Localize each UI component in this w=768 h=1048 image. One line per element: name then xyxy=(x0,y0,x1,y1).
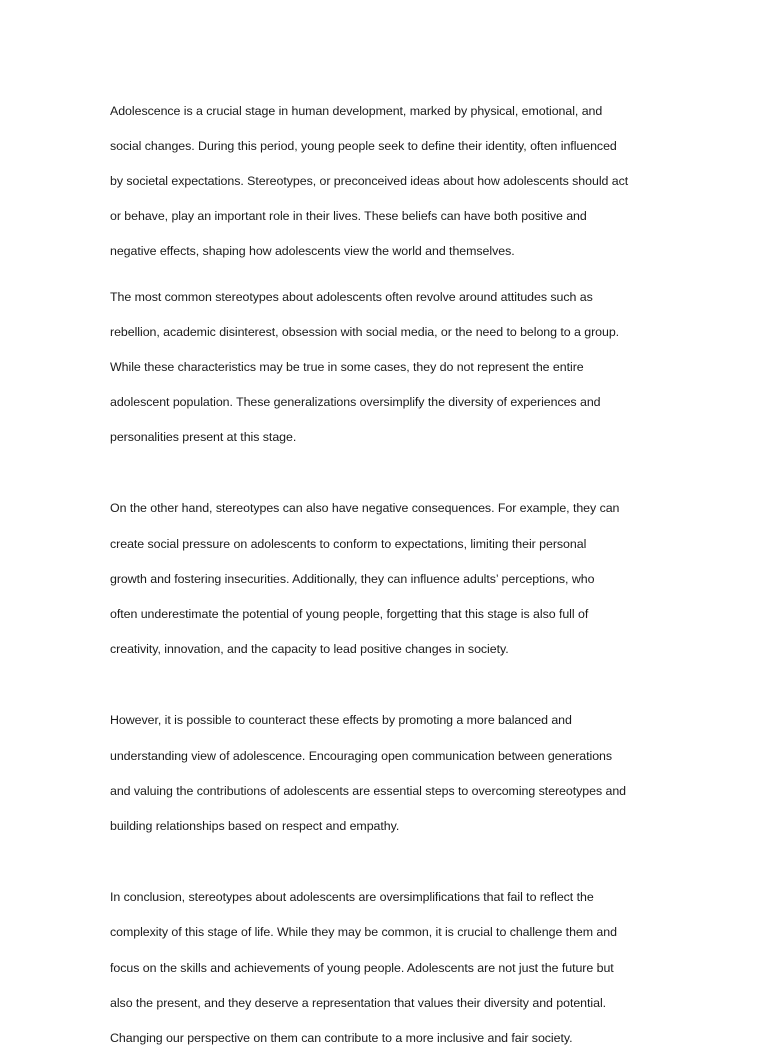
line: growth and fostering insecurities. Additionally, they can influence adults’ perceptions, who xyxy=(110,571,595,586)
paragraph-introduction xyxy=(110,85,662,261)
line: also the present, and they deserve a representation that values their diversity and potential. xyxy=(110,995,607,1010)
paragraph-spacer xyxy=(110,659,662,695)
paragraph-spacer xyxy=(110,447,662,483)
line: create social pressure on adolescents to conform to expectations, limiting their personal xyxy=(110,536,587,551)
line: often underestimate the potential of young people, forgetting that this stage is also full of xyxy=(110,607,589,622)
paragraph-negative-consequences xyxy=(110,483,662,659)
line: personalities present at this stage. xyxy=(110,430,297,445)
line: Adolescence is a crucial stage in human development, marked by physical, emotional, and xyxy=(110,103,603,118)
line: creativity, innovation, and the capacity to lead positive changes in society. xyxy=(110,642,509,657)
line: rebellion, academic disinterest, obsession with social media, or the need to belong to a group. xyxy=(110,324,620,339)
line: While these characteristics may be true in some cases, they do not represent the entire xyxy=(110,359,584,374)
line: The most common stereotypes about adolescents often revolve around attitudes such as xyxy=(110,289,593,304)
line: In conclusion, stereotypes about adolescents are oversimplifications that fail to reflect the xyxy=(110,890,594,905)
line: social changes. During this period, young people seek to define their identity, often influenced xyxy=(110,138,617,153)
line: focus on the skills and achievements of young people. Adolescents are not just the future but xyxy=(110,960,614,975)
paragraph-common-stereotypes xyxy=(110,271,662,447)
paragraph-conclusion xyxy=(110,872,662,1048)
line: complexity of this stage of life. While they may be common, it is crucial to challenge them and xyxy=(110,925,617,940)
paragraph-spacer xyxy=(110,836,662,872)
paragraph-counteract xyxy=(110,695,662,836)
line: understanding view of adolescence. Encouraging open communication between generations xyxy=(110,748,613,763)
line: or behave, play an important role in their lives. These beliefs can have both positive and xyxy=(110,209,587,224)
line: Changing our perspective on them can contribute to a more inclusive and fair society. xyxy=(110,1030,573,1045)
line: and valuing the contributions of adolescents are essential steps to overcoming stereotypes and xyxy=(110,783,627,798)
line: adolescent population. These generalizations oversimplify the diversity of experiences and xyxy=(110,395,601,410)
line: However, it is possible to counteract these effects by promoting a more balanced and xyxy=(110,713,572,728)
line: by societal expectations. Stereotypes, or preconceived ideas about how adolescents should act xyxy=(110,173,629,188)
document-body xyxy=(110,85,662,1048)
line: building relationships based on respect and empathy. xyxy=(110,818,400,833)
paragraph-spacer xyxy=(110,261,662,271)
line: On the other hand, stereotypes can also have negative consequences. For example, they can xyxy=(110,501,620,516)
line: negative effects, shaping how adolescents view the world and themselves. xyxy=(110,244,515,259)
